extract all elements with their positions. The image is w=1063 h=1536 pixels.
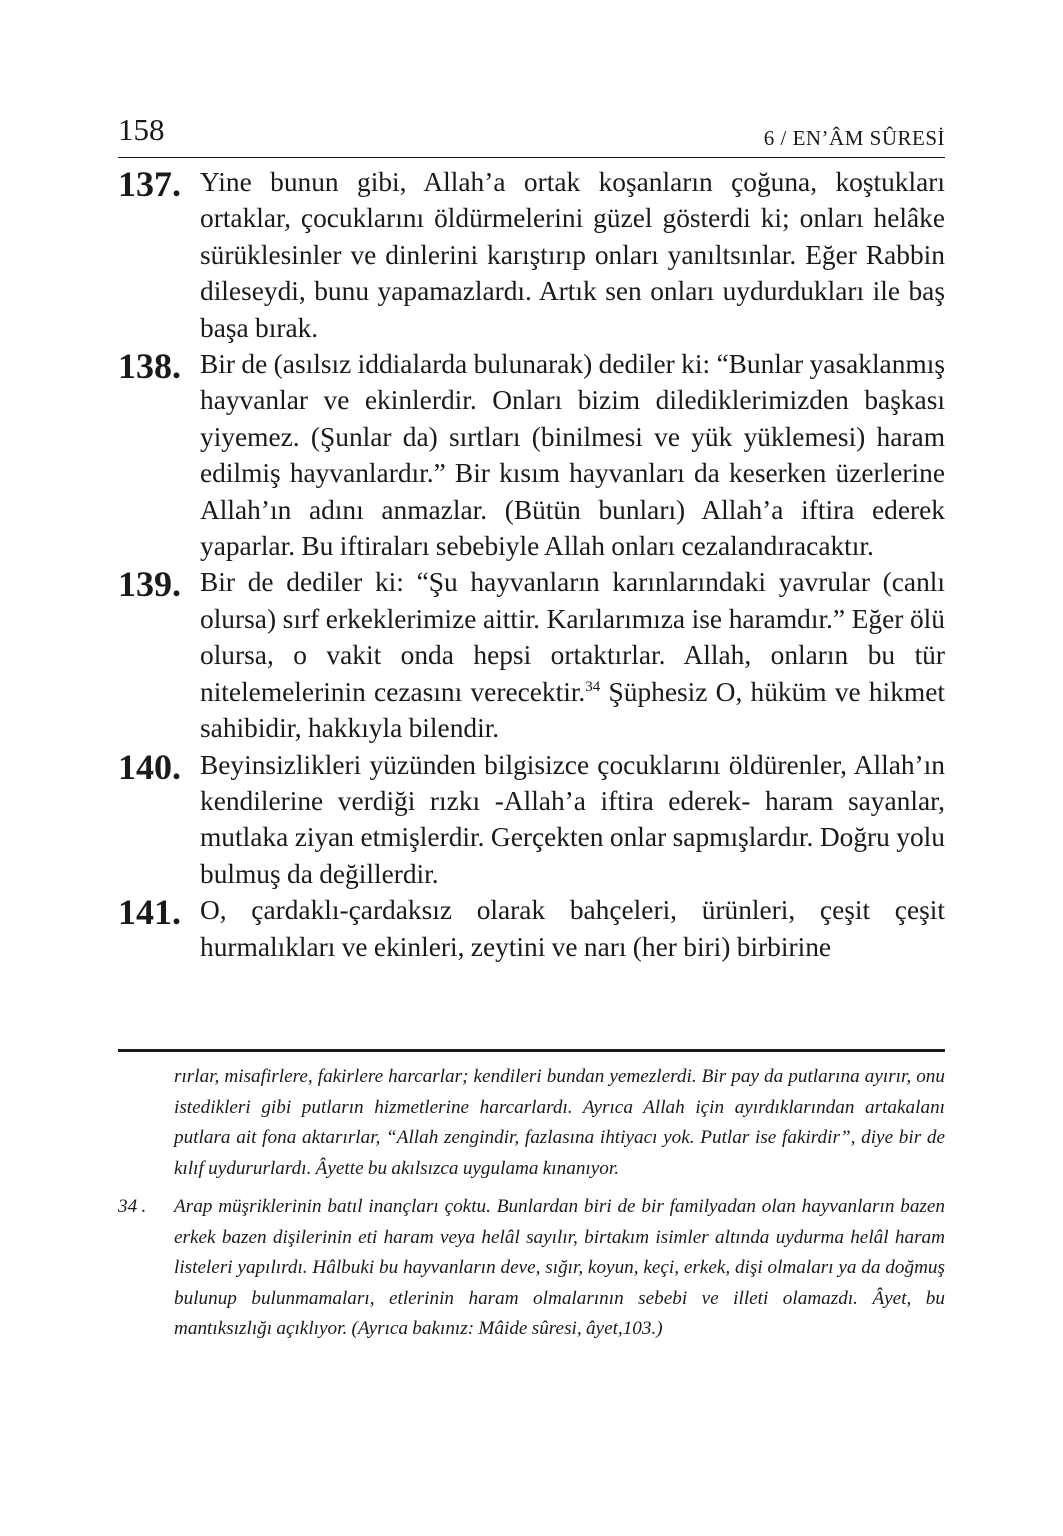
verse-139	[118, 564, 945, 746]
page-number: 158	[118, 112, 165, 147]
verse-number: 139.	[118, 564, 181, 605]
header-rule	[118, 157, 945, 158]
verse-number: 141.	[118, 892, 181, 933]
running-head: 6 / EN’ÂM SÛRESİ	[763, 126, 945, 150]
verse-number: 137.	[118, 164, 181, 204]
verse-text-part: Bir de dediler ki: “Şu hayvanların karınlarındaki yavrular (canlı olursa) sırf erkeklerimize aittir. Karılarımıza ise haramdır.” Eğer ölü olursa, o vakit onda hepsi ortaktırlar. Allah, onların bu tür nitelemelerinin cezasını verecektir.	[200, 567, 945, 707]
footnote-34	[118, 1192, 945, 1345]
footnote-number: 34 .	[118, 1196, 147, 1217]
footnotes	[118, 1062, 945, 1345]
verse-text	[200, 564, 945, 746]
verse-number: 140.	[118, 746, 181, 787]
footnote-text: Arap müşriklerinin batıl inançları çoktu. Bunlardan biri de bir familyadan olan hayvanların bazen erkek bazen dişilerinin eti haram veya helâl sayılır, birtakım isimler altında uydurma helâl haram listeleri yapılırdı. Hâlbuki bu hayvanların deve, sığır, koyun, keçi, erkek, dişi olmaları ya da doğmuş bulunup bulunmamaları, etlerinin haram olmalarının sebebi ve illeti olamazdı. Âyet, bu mantıksızlığı açıklıyor. (Ayrıca bakınız: Mâide sûresi, âyet,103.)	[174, 1196, 945, 1339]
footnote-rule	[118, 1049, 945, 1052]
verse-text: O, çardaklı-çardaksız olarak bahçeleri, ürünleri, çeşit çeşit hurmalıkları ve ekinleri, zeytini ve narı (her biri) birbirine	[200, 895, 945, 962]
verse-text-part: Şüphesiz O, hüküm ve hikmet sahibidir, hakkıyla bilendir.	[200, 676, 945, 744]
verse-text: Yine bunun gibi, Allah’a ortak koşanların çoğuna, koştukları ortaklar, çocuklarını öldürmelerini güzel gösterdi ki; onları helâke sürüklesinler ve dinlerini karıştırıp onları yanıltsınlar. Eğer Rabbin dileseydi, bunu yapamazlardı. Artık sen onları uydurdukları ile baş başa bırak.	[200, 167, 945, 343]
verse-138	[118, 346, 945, 564]
verse-number: 138.	[118, 346, 181, 387]
verse-text: Bir de (asılsız iddialarda bulunarak) dediler ki: “Bunlar yasaklanmış hayvanlar ve ekinlerdir. Onları bizim dilediklerimizden başkası yiyemez. (Şunlar da) sırtları (binilmesi ve yük yüklemesi) haram edilmiş hayvanlardır.” Bir kısım hayvanları da keserken üzerlerine Allah’ın adını anmazlar. (Bütün bunları) Allah’a iftira ederek yaparlar. Bu iftiraları sebebiyle Allah onları cezalandıracaktır.	[200, 349, 945, 562]
verse-141	[118, 892, 945, 965]
footnote-continuation: rırlar, misafirlere, fakirlere harcarlar; kendileri bundan yemezlerdi. Bir pay da putlarına ayırır, onu istedikleri gibi putların hizmetlerine harcarlardı. Ayrıca Allah için ayırdıklarından artakalanı putlara ait fona aktarırlar, “Allah zengindir, fazlasına ihtiyacı yok. Putlar ise fakirdir”, diye bir de kılıf uydururlardı. Âyette bu akılsızca uygulama kınanıyor.	[174, 1066, 945, 1179]
verse-140	[118, 747, 945, 893]
footnote-ref[interactable]: 34	[585, 678, 601, 695]
verse-text: Beyinsizlikleri yüzünden bilgisizce çocuklarını öldürenler, Allah’ın kendilerine verdiği rızkı -Allah’a iftira ederek- haram sayanlar, mutlaka ziyan etmişlerdir. Gerçekten onlar sapmışlardır. Doğru yolu bulmuş da değillerdir.	[200, 749, 945, 889]
verse-137	[118, 164, 945, 346]
verse-list	[118, 164, 945, 965]
